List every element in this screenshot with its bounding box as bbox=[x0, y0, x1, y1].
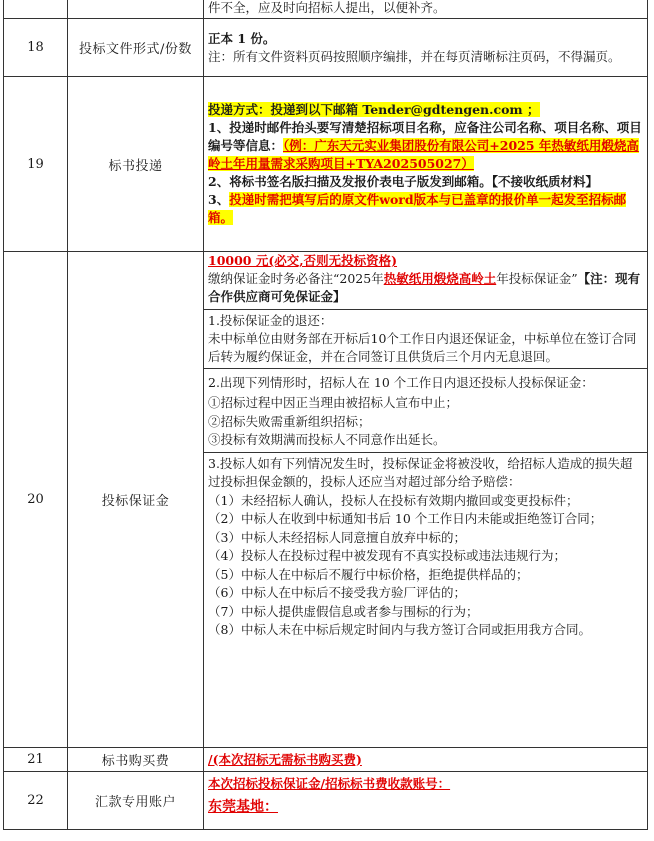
deposit-remark-c: 年投标保证金” bbox=[496, 271, 578, 286]
forfeit-section bbox=[204, 452, 647, 640]
list-item: （5）中标人在中标后不履行中标价格，拒绝提供样品的； bbox=[208, 566, 529, 582]
list-item: （1）未经招标人确认，投标人在投标有效期内撤回或变更投标件； bbox=[208, 492, 579, 508]
submission-method bbox=[208, 101, 643, 119]
list-item: ③投标有效期满而投标人不同意作出延长。 bbox=[208, 432, 446, 447]
list-item: （7）中标人提供虚假信息或者参与围标的行为； bbox=[208, 603, 479, 619]
row-item-label: 汇款专用账户 bbox=[68, 772, 204, 830]
email-subject-example: （例：广东天元实业集团股份有限公司+2025 年热敏纸用煅烧高岭土年用量需求采购项目+TYA202505027） bbox=[208, 138, 639, 171]
row-number: 22 bbox=[4, 772, 68, 830]
deposit-remark-note: 【注：现有合作供应商可免保证金】 bbox=[208, 271, 641, 304]
refund-body: 未中标单位由财务部在开标后10个工作日内退还保证金，中标单位在签订合同后转为履约保证金，并在合同签订且供货后三个月内无息退回。 bbox=[208, 331, 637, 364]
deposit-amount-text: 10000 元(必交,否则无投标资格) bbox=[208, 253, 398, 268]
row-number: 20 bbox=[4, 252, 68, 748]
email-subject-rule-text: 1、投递时邮件抬头要写清楚招标项目名称，应备注公司名称、项目名称、项目编号等信息： bbox=[208, 120, 642, 153]
table-row-22 bbox=[4, 772, 648, 830]
word-file-rule bbox=[208, 191, 643, 227]
purchase-fee-text bbox=[208, 751, 643, 769]
row-number: 18 bbox=[4, 19, 68, 77]
row-content-cell bbox=[204, 748, 648, 772]
table-row-19 bbox=[4, 77, 648, 252]
word-file-rule-num: 3、 bbox=[208, 192, 230, 207]
row-content-cell bbox=[204, 772, 648, 830]
row-item-label: 标书投递 bbox=[68, 77, 204, 252]
row-number-cell bbox=[4, 0, 68, 19]
list-item: ②招标失败需重新组织招标； bbox=[208, 413, 371, 429]
row-item-label: 标书购买费 bbox=[68, 748, 204, 772]
list-item: ①招标过程中因正当理由被招标人宣布中止； bbox=[208, 395, 459, 410]
word-file-rule-text: 投递时需把填写后的原文件word版本与已盖章的报价单一起发至招标邮箱。 bbox=[208, 192, 627, 225]
deposit-remark-project: 热敏纸用煅烧高岭土 bbox=[383, 271, 497, 286]
page-number-note: 注：所有文件资料页码按照顺序编排，并在每页清晰标注页码，不得漏页。 bbox=[208, 48, 621, 64]
refund-section bbox=[204, 309, 647, 368]
table-row-17 bbox=[4, 0, 648, 19]
row17-tail-text: 件不全，应及时向招标人提出，以便补齐。 bbox=[208, 0, 446, 15]
row-content-cell bbox=[204, 252, 648, 748]
row-item-label: 投标文件形式/份数 bbox=[68, 19, 204, 77]
original-copies-text: 正本 1 份。 bbox=[208, 30, 276, 46]
forfeit-title: 3.投标人如有下列情况发生时，投标保证金将被没收，给招标人造成的损失超过投标担保金额的，投标人还应当对超过部分给予赔偿： bbox=[208, 455, 633, 489]
list-item: （2）中标人在收到中标通知书后 10 个工作日内未能或拒绝签订合同； bbox=[208, 511, 603, 526]
list-item: （3）中标人未经招标人同意擅自放弃中标的； bbox=[208, 529, 466, 545]
row-number: 21 bbox=[4, 748, 68, 772]
list-item: （6）中标人在中标后不接受我方验厂评估的； bbox=[208, 585, 466, 600]
table-row-20 bbox=[4, 252, 648, 748]
row-number: 19 bbox=[4, 77, 68, 252]
list-item: （4）投标人在投标过程中被发现有不真实投标或违法违规行为； bbox=[208, 548, 566, 563]
row-content-cell bbox=[204, 0, 648, 19]
tender-info-table bbox=[3, 0, 648, 830]
row-item-label: 投标保证金 bbox=[68, 252, 204, 748]
submission-method-text: 投递方式：投递到以下邮箱 Tender@gdtengen.com ； bbox=[208, 102, 540, 117]
deposit-remark bbox=[208, 270, 643, 309]
account-intro-text: 本次招标投标保证金/招标标书费收款账号： bbox=[208, 776, 451, 791]
table-row-18 bbox=[4, 19, 648, 77]
email-subject-rule bbox=[208, 119, 643, 173]
table-row-21 bbox=[4, 748, 648, 772]
deposit-amount bbox=[208, 252, 643, 270]
dongguan-base-label: 东莞基地： bbox=[208, 799, 278, 815]
row-item-cell bbox=[68, 0, 204, 19]
scan-rule: 2、将标书签名版扫描及发报价表电子版发到邮箱。【不接收纸质材料】 bbox=[208, 174, 598, 189]
deposit-remark-a: 缴纳保证金时务必备注“2025年 bbox=[208, 271, 384, 286]
account-intro bbox=[208, 772, 643, 793]
refund-cases-section bbox=[204, 368, 647, 452]
row-content-cell bbox=[204, 19, 648, 77]
list-item: （8）中标人未在中标后规定时间内与我方签订合同或拒用我方合同。 bbox=[208, 622, 591, 637]
refund-title: 1.投标保证金的退还： bbox=[208, 313, 333, 328]
refund-cases-title: 2.出现下列情形时，招标人在 10 个工作日内退还投标人投标保证金： bbox=[208, 375, 594, 390]
row-content-cell bbox=[204, 77, 648, 252]
purchase-fee-value: /(本次招标无需标书购买费) bbox=[208, 751, 362, 767]
dongguan-base bbox=[208, 793, 643, 816]
